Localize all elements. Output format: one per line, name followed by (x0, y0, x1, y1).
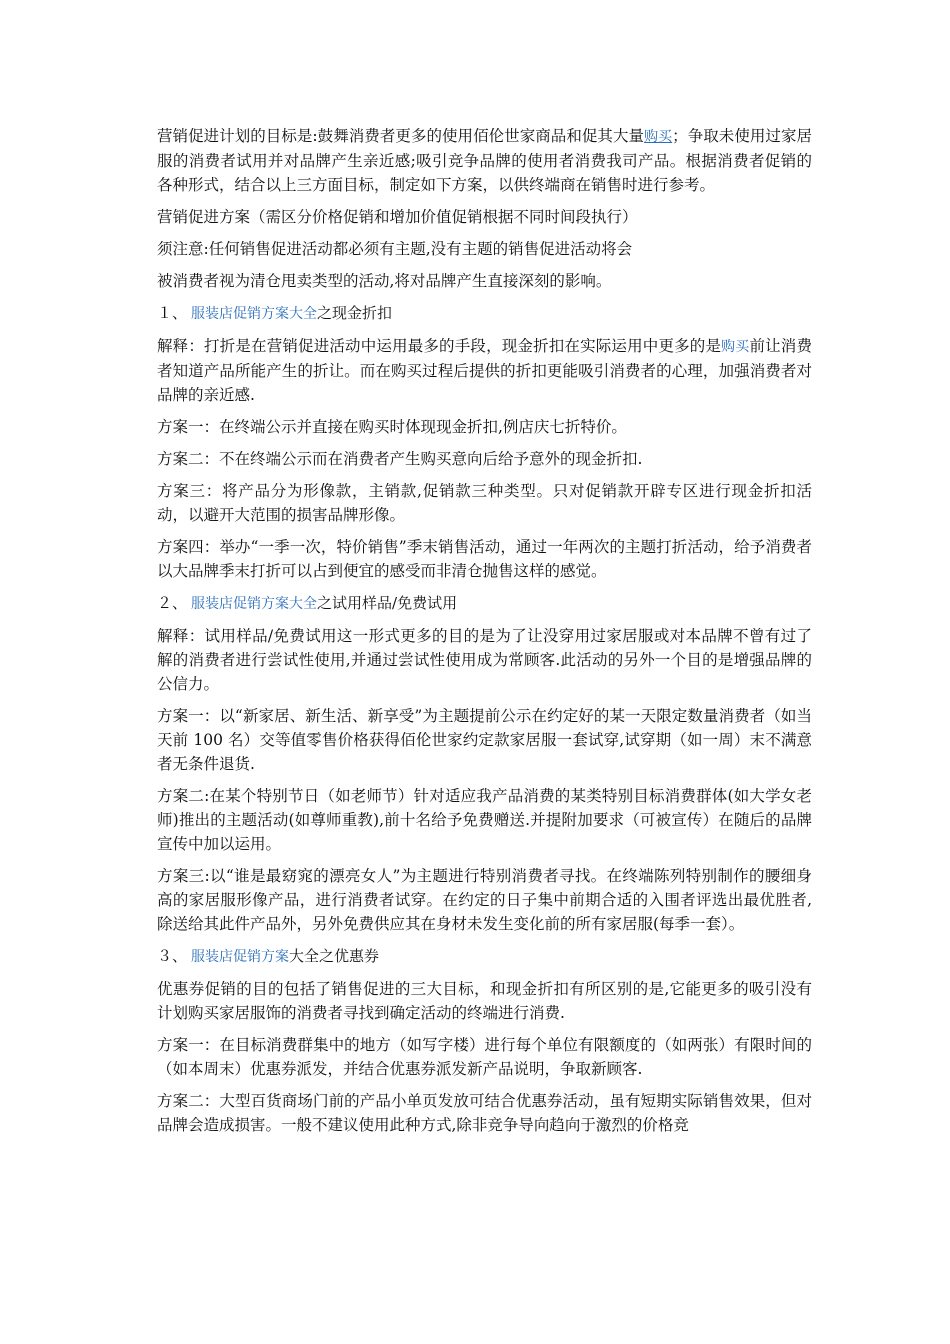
section2-title: 之试用样品/免费试用 (317, 594, 458, 612)
purchase-link[interactable]: 购买 (644, 129, 673, 145)
section2-plan1: 方案一：以“新家居、新生活、新享受”为主题提前公示在约定好的某一天限定数量消费者（如当天前 100 名）交等值零售价格获得佰伦世家约定款家居服一套试穿,试穿期（如一周）末不满意者无条件退货. (157, 707, 812, 773)
section3-link[interactable]: 服装店促销方案 (191, 949, 290, 965)
section1-plan3: 方案三：将产品分为形像款，主销款,促销款三种类型。只对促销款开辟专区进行现金折扣活动，以避开大范围的损害品牌形像。 (157, 482, 812, 524)
section2-plan3: 方案三:以“谁是最窈窕的漂亮女人”为主题进行特别消费者寻找。在终端陈列特别制作的腰细身高的家居服形像产品，进行消费者试穿。在约定的日子集中前期合适的入围者评选出最优胜者,除送给其此件产品外，另外免费供应其在身材未发生变化前的所有家居服(每季一套）。 (157, 867, 812, 933)
section3-explain: 优惠券促销的目的包括了销售促进的三大目标，和现金折扣有所区别的是,它能更多的吸引没有计划购买家居服饰的消费者寻找到确定活动的终端进行消费. (157, 980, 812, 1022)
section1-link[interactable]: 服装店促销方案大全 (191, 306, 318, 322)
section1-title: 之现金折扣 (317, 304, 393, 322)
section3-plan2: 方案二：大型百货商场门前的产品小单页发放可结合优惠券活动，虽有短期实际销售效果，但对品牌会造成损害。一般不建议使用此种方式,除非竞争导向趋向于激烈的价格竞 (157, 1092, 812, 1134)
section1-heading (157, 301, 812, 326)
section1-explain-text: 解释：打折是在营销促进活动中运用最多的手段，现金折扣在实际运用中更多的是 (157, 337, 722, 355)
intro-text: 营销促进计划的目标是:鼓舞消费者更多的使用佰伦世家商品和促其大量 (157, 127, 645, 145)
section1-plan2: 方案二：不在终端公示而在消费者产生购买意向后给予意外的现金折扣. (157, 450, 643, 468)
section1-plan4: 方案四：举办“一季一次，特价销售”季末销售活动，通过一年两次的主题打折活动，给予消费者以大品牌季末打折可以占到便宜的感受而非清仓抛售这样的感觉。 (157, 538, 812, 580)
section2-heading (157, 591, 812, 616)
section1-plan1: 方案一：在终端公示并直接在购买时体现现金折扣,例店庆七折特价。 (157, 418, 627, 436)
section3-title: 大全之优惠券 (289, 947, 380, 965)
section1-explain (157, 334, 812, 407)
document-body (157, 124, 812, 1145)
section3-number: ３、 (157, 947, 188, 965)
section2-explain: 解释：试用样品/免费试用这一形式更多的目的是为了让没穿用过家居服或对本品牌不曾有过了解的消费者进行尝试性使用,并通过尝试性使用成为常顾客.此活动的另外一个目的是增强品牌的公信力。 (157, 627, 812, 693)
section2-plan2: 方案二:在某个特别节日（如老师节）针对适应我产品消费的某类特别目标消费群体(如大学女老师)推出的主题活动(如尊师重教),前十名给予免费赠送.并提附加要求（可被宣传）在随后的品牌宣传中加以运用。 (157, 787, 812, 853)
section1-number: １、 (157, 304, 188, 322)
section1-purchase-link[interactable]: 购买 (721, 339, 750, 355)
plan-title: 营销促进方案（需区分价格促销和增加价值促销根据不同时间段执行） (157, 208, 638, 226)
section2-link[interactable]: 服装店促销方案大全 (191, 596, 318, 612)
intro-paragraph (157, 124, 812, 197)
section3-plan1: 方案一：在目标消费群集中的地方（如写字楼）进行每个单位有限额度的（如两张）有限时间的（如本周末）优惠券派发，并结合优惠券派发新产品说明，争取新顾客. (157, 1036, 812, 1078)
note-line-1: 须注意:任何销售促进活动都必须有主题,没有主题的销售促进活动将会 (157, 240, 633, 258)
intro-text-rest: ；争取未使用过家居服的消费者试用并对品牌产生亲近感;吸引竞争品牌的使用者消费我司产品。根据消费者促销的各种形式，结合以上三方面目标，制定如下方案，以供终端商在销售时进行参考。 (157, 127, 812, 194)
section2-number: ２、 (157, 594, 188, 612)
section3-heading (157, 944, 812, 969)
note-line-2: 被消费者视为清仓甩卖类型的活动,将对品牌产生直接深刻的影响。 (157, 272, 612, 290)
section1-explain-rest: 前让消费者知道产品所能产生的折让。而在购买过程后提供的折扣更能吸引消费者的心理，加强消费者对品牌的亲近感. (157, 337, 812, 404)
